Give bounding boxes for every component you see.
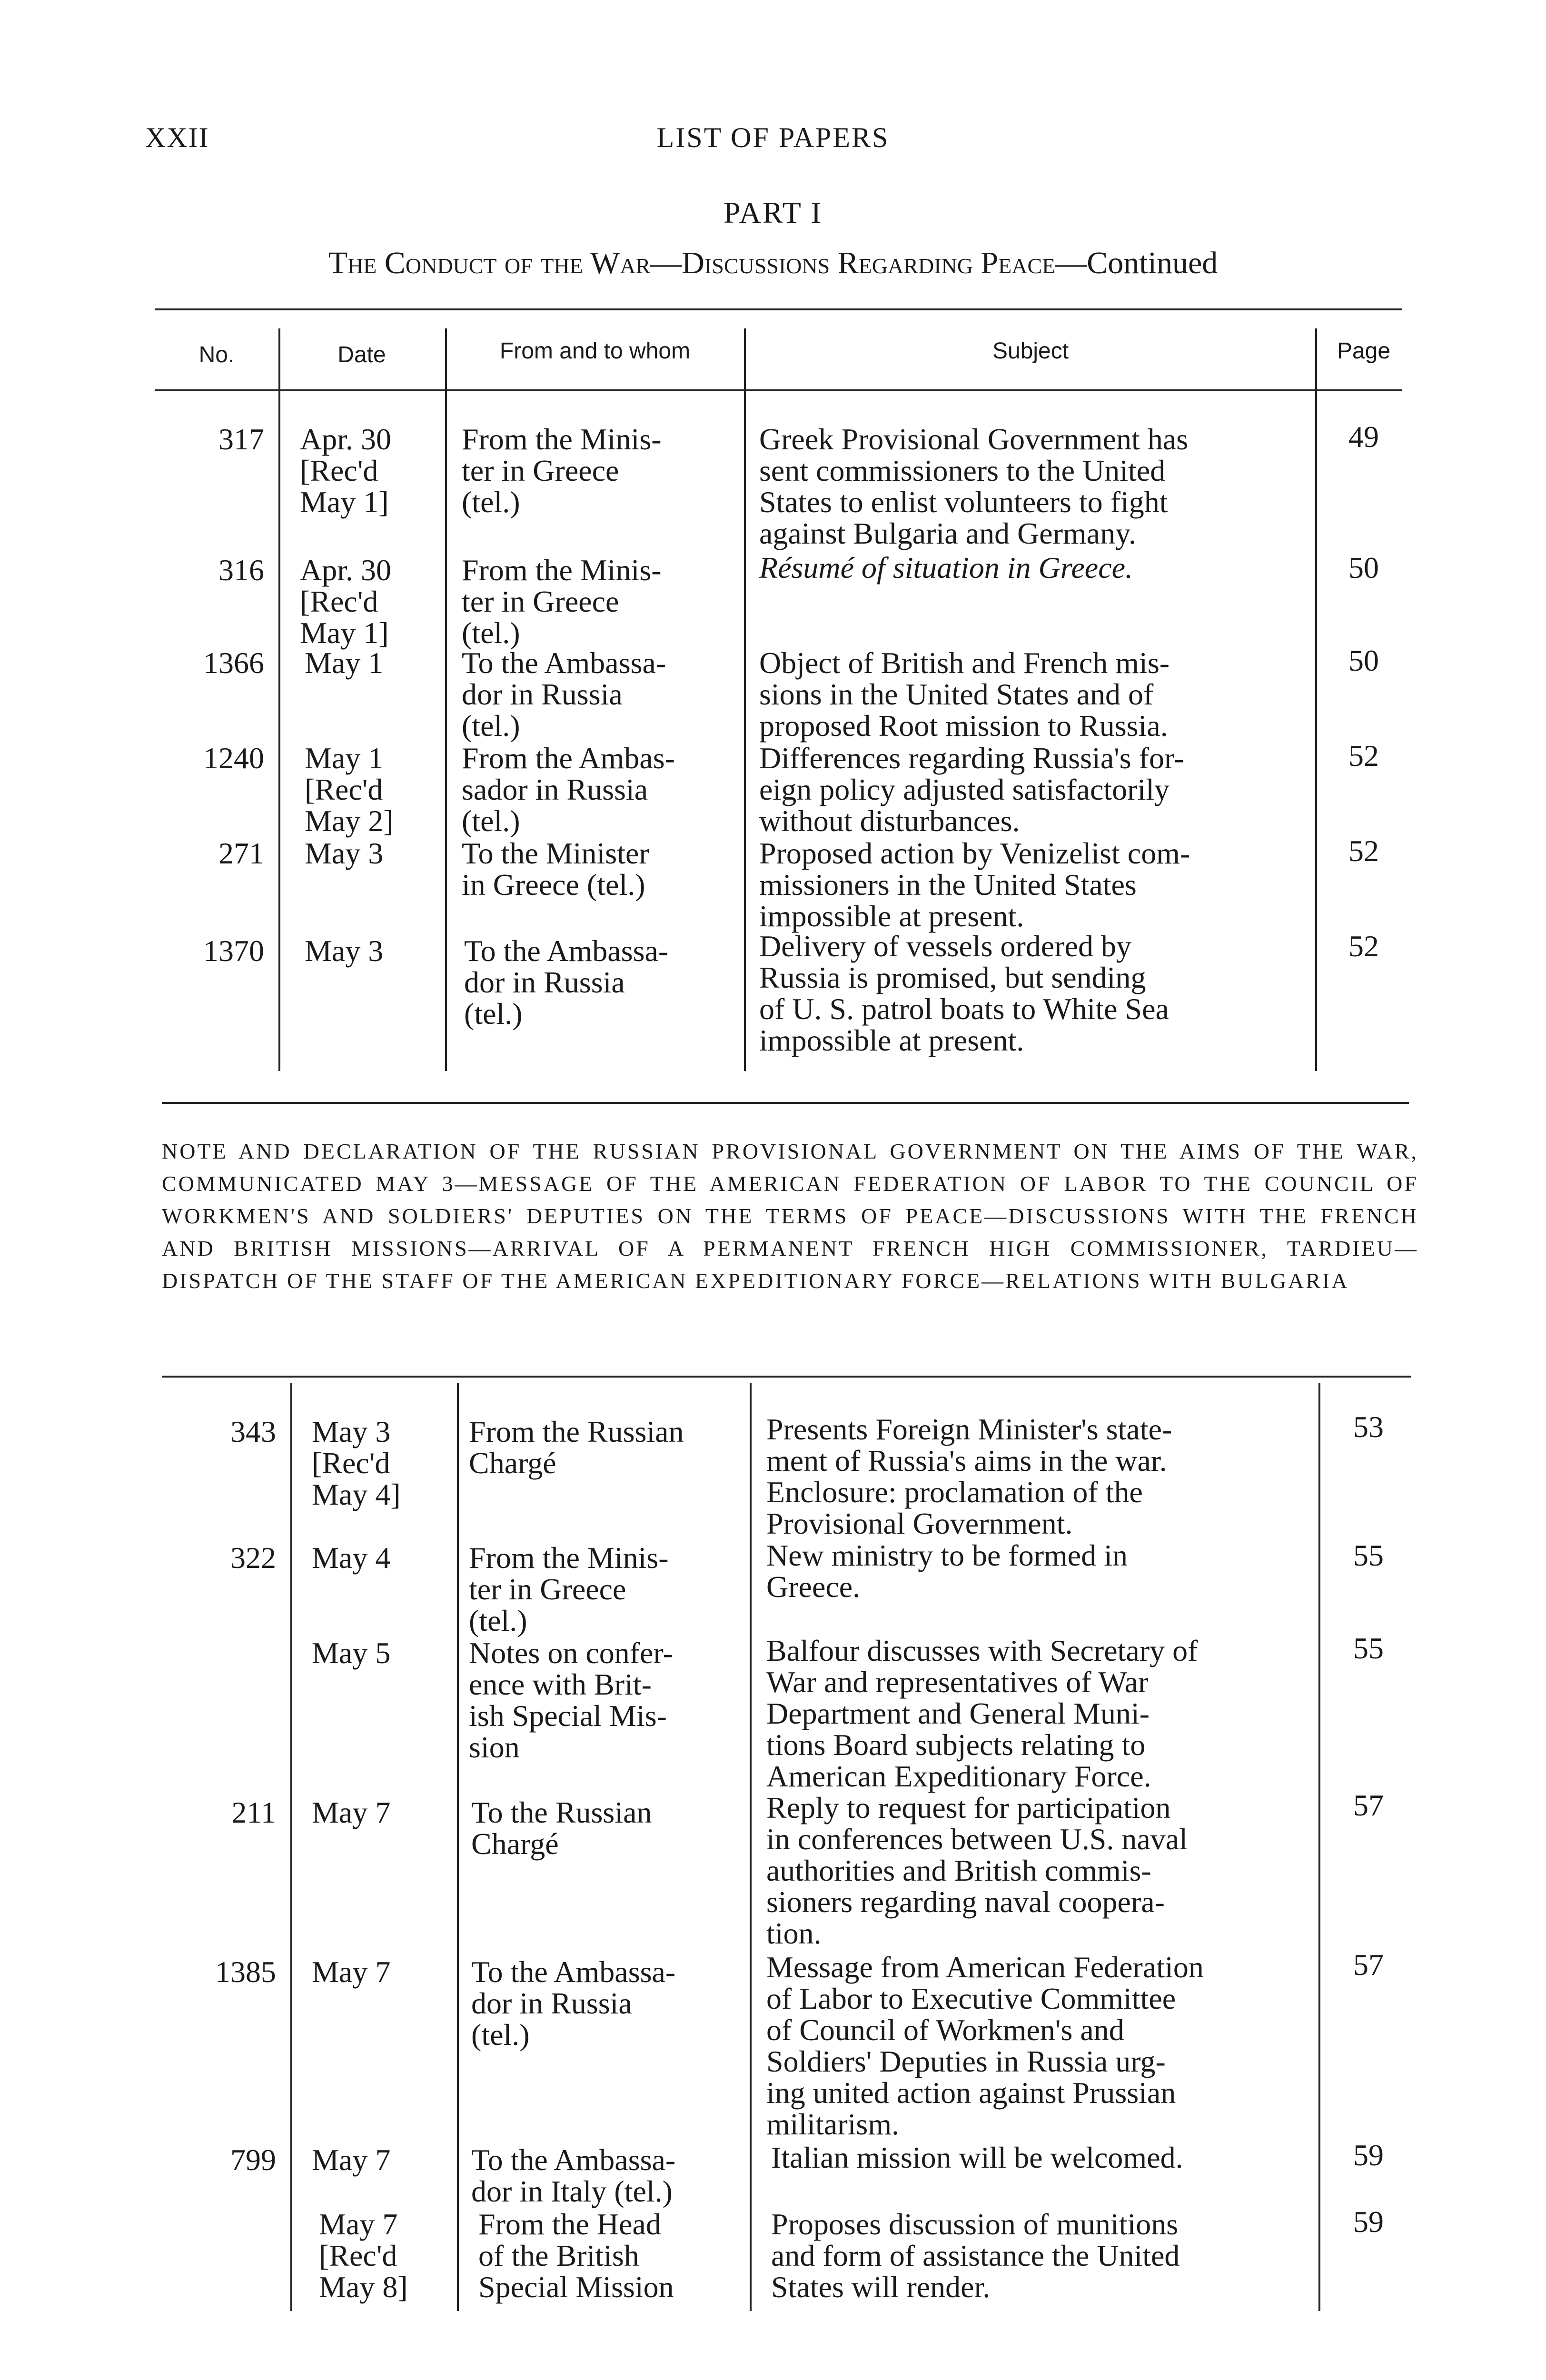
row-subject: Reply to request for participation in conferences between U.S. naval authorities and British commis- sioners regarding naval coopera- tion. — [766, 1791, 1188, 1950]
row-date: May 5 — [312, 1636, 391, 1670]
subtitle-prefix: The Conduct of the War — [328, 246, 651, 280]
table-top-rule — [162, 1376, 1411, 1378]
row-number: 1240 — [203, 741, 264, 775]
row-subject: Presents Foreign Minister's state- ment of Russia's aims in the war. Enclosure: proclamation of the Provisional Government. — [766, 1412, 1172, 1540]
column-divider — [744, 328, 746, 1071]
page-number: XXII — [145, 122, 209, 153]
row-number: 211 — [231, 1795, 276, 1829]
row-number: 1366 — [203, 646, 264, 680]
row-date: May 7 [Rec'd May 8] — [319, 2207, 408, 2304]
row-number: 1385 — [215, 1955, 276, 1989]
column-header-no: No. — [198, 342, 235, 367]
column-divider — [1318, 1383, 1320, 2311]
row-date: May 7 — [312, 2143, 391, 2177]
row-subject: Proposed action by Venizelist com- missioners in the United States impossible at present. — [759, 836, 1190, 933]
row-date: May 3 — [305, 934, 384, 968]
row-page: 52 — [1348, 834, 1379, 868]
subtitle-suffix: Continued — [1087, 246, 1218, 280]
row-number: 322 — [230, 1541, 276, 1575]
subtitle-mid: Discussions Regarding Peace — [682, 246, 1056, 280]
part-heading: PART I — [723, 196, 823, 229]
column-divider — [457, 1383, 459, 2311]
row-number: 317 — [218, 422, 264, 456]
row-page: 52 — [1348, 929, 1379, 963]
row-from-to: Notes on confer- ence with Brit- ish Special Mis- sion — [469, 1636, 673, 1764]
row-date: May 4 — [312, 1541, 391, 1575]
row-date: May 3 [Rec'd May 4] — [312, 1415, 401, 1511]
section-subtitle: The Conduct of the War—Discussions Regarding Peace—Continued — [328, 246, 1218, 280]
row-number: 1370 — [203, 934, 264, 968]
row-from-to: From the Russian Chargé — [469, 1415, 684, 1480]
row-number: 271 — [218, 836, 264, 870]
row-subject: New ministry to be formed in Greece. — [766, 1538, 1128, 1604]
column-divider — [290, 1383, 292, 2311]
row-date: May 3 — [305, 836, 384, 870]
row-page: 57 — [1353, 1788, 1384, 1822]
section-heading: NOTE AND DECLARATION OF THE RUSSIAN PROVISIONAL GOVERNMENT ON THE AIMS OF THE WAR, COMMUNICATED MAY 3—MESSAGE OF THE AMERICAN FEDERATION OF LABOR TO THE COUNCIL OF WORKMEN'S AND SOLDIERS' DEPUTIES ON THE TERMS OF PEACE—DISCUSSIONS WITH THE FRENCH AND BRITISH MISSIONS—ARRIVAL OF A PERMANENT FRENCH HIGH COMMISSIONER, TARDIEU—DISPATCH OF THE STAFF OF THE AMERICAN EXPEDITIONARY FORCE—RELATIONS WITH BULGARIA — [162, 1139, 1418, 1293]
table-header-rule — [155, 389, 1402, 391]
row-page: 50 — [1348, 551, 1379, 585]
column-divider — [445, 328, 447, 1071]
row-subject: Italian mission will be welcomed. — [771, 2141, 1183, 2174]
row-page: 55 — [1353, 1631, 1384, 1665]
column-divider — [750, 1383, 752, 2311]
row-date: Apr. 30 [Rec'd May 1] — [300, 422, 391, 519]
row-from-to: From the Head of the British Special Mission — [478, 2207, 674, 2304]
row-subject: Balfour discusses with Secretary of War and representatives of War Department and General Muni- tions Board subjects relating to American Expeditionary Force. — [766, 1634, 1198, 1793]
row-from-to: To the Ambassa- dor in Italy (tel.) — [471, 2143, 676, 2208]
row-page: 52 — [1348, 739, 1379, 773]
column-divider — [278, 328, 280, 1071]
row-subject: Delivery of vessels ordered by Russia is promised, but sending of U. S. patrol boats to White Sea impossible at present. — [759, 929, 1169, 1057]
row-number: 799 — [230, 2143, 276, 2177]
column-header-subject: Subject — [992, 338, 1069, 364]
row-subject: Message from American Federation of Labor to Executive Committee of Council of Workmen's and Soldiers' Deputies in Russia urg- ing united action against Prussian militarism. — [766, 1950, 1204, 2141]
row-subject: Greek Provisional Government has sent commissioners to the United States to enlist volunteers to fight against Bulgaria and Germany. — [759, 422, 1189, 550]
row-from-to: From the Minis- ter in Greece (tel.) — [462, 422, 662, 519]
row-subject: Object of British and French mis- sions in the United States and of proposed Root mission to Russia. — [759, 646, 1170, 743]
column-header-page: Page — [1337, 338, 1391, 364]
row-page: 50 — [1348, 644, 1379, 677]
row-from-to: To the Ambassa- dor in Russia (tel.) — [471, 1955, 676, 2052]
row-from-to: To the Ambassa- dor in Russia (tel.) — [462, 646, 666, 743]
row-page: 53 — [1353, 1410, 1384, 1444]
table-bottom-rule — [162, 1102, 1409, 1104]
row-date: May 7 — [312, 1955, 391, 1989]
row-page: 59 — [1353, 2138, 1384, 2172]
row-date: May 7 — [312, 1795, 391, 1829]
row-date: Apr. 30 [Rec'd May 1] — [300, 553, 391, 650]
column-header-from-to: From and to whom — [499, 338, 691, 364]
row-subject: Proposes discussion of munitions and form of assistance the United States will render. — [771, 2207, 1180, 2304]
row-subject: Résumé of situation in Greece. — [759, 551, 1133, 585]
row-from-to: To the Minister in Greece (tel.) — [462, 836, 649, 902]
row-page: 59 — [1353, 2205, 1384, 2239]
row-from-to: To the Russian Chargé — [471, 1795, 652, 1861]
row-date: May 1 [Rec'd May 2] — [305, 741, 394, 838]
row-page: 49 — [1348, 420, 1379, 454]
column-divider — [1315, 328, 1317, 1071]
row-page: 57 — [1353, 1948, 1384, 1982]
row-number: 316 — [218, 553, 264, 587]
row-date: May 1 — [305, 646, 384, 680]
row-from-to: From the Minis- ter in Greece (tel.) — [469, 1541, 669, 1637]
row-from-to: From the Minis- ter in Greece (tel.) — [462, 553, 662, 650]
row-from-to: From the Ambas- sador in Russia (tel.) — [462, 741, 675, 838]
column-header-date: Date — [337, 342, 386, 367]
running-title: LIST OF PAPERS — [656, 122, 890, 153]
row-page: 55 — [1353, 1538, 1384, 1572]
table-top-rule — [155, 308, 1402, 310]
row-subject: Differences regarding Russia's for- eign policy adjusted satisfactorily without disturbances. — [759, 741, 1184, 838]
row-from-to: To the Ambassa- dor in Russia (tel.) — [464, 934, 669, 1031]
row-number: 343 — [230, 1415, 276, 1448]
